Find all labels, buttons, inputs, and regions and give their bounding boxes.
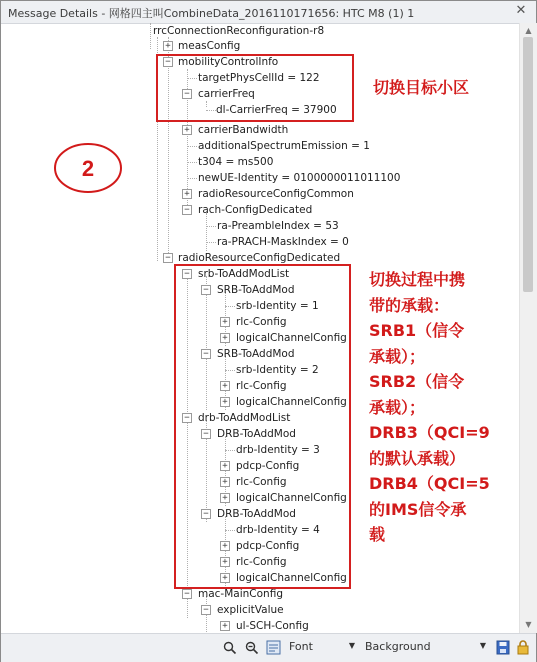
- search-icon[interactable]: [223, 641, 237, 655]
- collapse-mobilitycontrolinfo-icon[interactable]: −: [163, 57, 173, 67]
- annotation-bearer-line: 的默认承载）: [369, 448, 466, 468]
- tree-node-rlcconfig-1[interactable]: rlc-Config: [236, 316, 287, 328]
- tree-node-logicalchannelconfig-1[interactable]: logicalChannelConfig: [236, 332, 347, 344]
- expand-rlcconfig-3-icon[interactable]: +: [220, 477, 230, 487]
- tree-node-rlcconfig-2[interactable]: rlc-Config: [236, 380, 287, 392]
- tree-node-additionalspectrumemission[interactable]: additionalSpectrumEmission = 1: [198, 140, 370, 152]
- collapse-srbtoaddmod-2-icon[interactable]: −: [201, 349, 211, 359]
- tree-node-carrierbandwidth[interactable]: carrierBandwidth: [198, 124, 289, 136]
- expand-rlcconfig-1-icon[interactable]: +: [220, 317, 230, 327]
- collapse-explicitvalue-icon[interactable]: −: [201, 605, 211, 615]
- collapse-srbtoaddmodlist-icon[interactable]: −: [182, 269, 192, 279]
- annotation-bearer-line: 切换过程中携: [369, 270, 466, 289]
- expand-logicalchannelconfig-1-icon[interactable]: +: [220, 333, 230, 343]
- annotation-bearer-line: SRB1（信令: [369, 321, 465, 340]
- tree-node-dlcarrierfreq[interactable]: dl-CarrierFreq = 37900: [216, 104, 337, 116]
- message-tree[interactable]: [1, 23, 519, 633]
- tree-node-measconfig[interactable]: measConfig: [178, 40, 241, 52]
- collapse-radioresourceconfigdedicated-icon[interactable]: −: [163, 253, 173, 263]
- background-label[interactable]: Background: [365, 640, 431, 653]
- annotation-bearer-line: 的IMS信令承: [369, 499, 467, 519]
- background-dropdown-icon[interactable]: ▼: [479, 641, 487, 650]
- expand-logicalchannelconfig-2-icon[interactable]: +: [220, 397, 230, 407]
- tree-node-radioresourceconfigdedicated[interactable]: radioResourceConfigDedicated: [178, 252, 341, 264]
- annotation-bearer-line: 承载）；: [369, 346, 426, 366]
- annotation-bearer-line: 载: [369, 525, 386, 544]
- scroll-up-arrow-icon[interactable]: ▲: [525, 26, 532, 35]
- expand-rlcconfig-4-icon[interactable]: +: [220, 557, 230, 567]
- annotation-bearer-line: DRB4（QCI=5: [369, 474, 490, 493]
- title-bar[interactable]: [1, 1, 536, 24]
- tree-node-mobilitycontrolinfo[interactable]: mobilityControlInfo: [178, 56, 279, 68]
- expand-radioresourceconfigcommon-icon[interactable]: +: [182, 189, 192, 199]
- expand-pdcpconfig-3-icon[interactable]: +: [220, 461, 230, 471]
- tree-node-radioresourceconfigcommon[interactable]: radioResourceConfigCommon: [198, 188, 354, 200]
- zoom-out-icon[interactable]: [245, 641, 259, 655]
- tree-node-drbtoaddmodlist[interactable]: drb-ToAddModList: [198, 412, 291, 424]
- tree-node-srbtoaddmod-2[interactable]: SRB-ToAddMod: [217, 348, 295, 360]
- tree-node-macmainconfig[interactable]: mac-MainConfig: [198, 588, 283, 600]
- tree-node-drbtoaddmod-1[interactable]: DRB-ToAddMod: [217, 428, 296, 440]
- font-dropdown-icon[interactable]: ▼: [348, 641, 356, 650]
- expand-measconfig-icon[interactable]: +: [163, 41, 173, 51]
- text-format-icon[interactable]: [266, 640, 281, 655]
- annotation-bearer-line: DRB3（QCI=9: [369, 423, 490, 442]
- annotation-bearer-line: 带的承载：: [369, 295, 450, 315]
- tree-node-t304[interactable]: t304 = ms500: [198, 156, 274, 168]
- tree-node-srbidentity-1[interactable]: srb-Identity = 1: [236, 300, 319, 312]
- scrollbar-thumb[interactable]: [523, 37, 533, 292]
- highlight-box-bearers: [174, 264, 351, 589]
- expand-ulschconfig-icon[interactable]: +: [220, 621, 230, 631]
- tree-node-root[interactable]: rrcConnectionReconfiguration-r8: [153, 25, 325, 37]
- font-label[interactable]: Font: [289, 640, 313, 653]
- tree-node-ulschconfig[interactable]: ul-SCH-Config: [236, 620, 309, 632]
- expand-logicalchannelconfig-4-icon[interactable]: +: [220, 573, 230, 583]
- tree-node-pdcpconfig-4[interactable]: pdcp-Config: [236, 540, 300, 552]
- annotation-bearer-line: SRB2（信令: [369, 372, 465, 391]
- tree-node-pdcpconfig-3[interactable]: pdcp-Config: [236, 460, 300, 472]
- expand-logicalchannelconfig-3-icon[interactable]: +: [220, 493, 230, 503]
- window-title: Message Details - 网格四主叫CombineData_2016110171656: HTC M8 (1) 1: [8, 7, 415, 20]
- tree-node-srbtoaddmod-1[interactable]: SRB-ToAddMod: [217, 284, 295, 296]
- circle-number-text: 2: [81, 156, 95, 181]
- annotation-handover-target: 切换目标小区: [373, 78, 470, 97]
- circle-number-annotation: [53, 141, 123, 195]
- collapse-rachconfigdedicated-icon[interactable]: −: [182, 205, 192, 215]
- tree-node-targetphyscellid[interactable]: targetPhysCellId = 122: [198, 72, 320, 84]
- footer-toolbar: [1, 633, 536, 662]
- close-icon[interactable]: ✕: [515, 3, 527, 18]
- scroll-down-arrow-icon[interactable]: ▼: [525, 620, 532, 629]
- save-icon[interactable]: [496, 640, 510, 655]
- collapse-drbtoaddmodlist-icon[interactable]: −: [182, 413, 192, 423]
- annotation-bearer-line: 承载）；: [369, 397, 426, 417]
- lock-icon[interactable]: [516, 639, 530, 655]
- expand-rlcconfig-2-icon[interactable]: +: [220, 381, 230, 391]
- tree-node-rachconfigdedicated[interactable]: rach-ConfigDedicated: [198, 204, 313, 216]
- collapse-macmainconfig-icon[interactable]: −: [182, 589, 192, 599]
- tree-node-newueidentity[interactable]: newUE-Identity = 0100000011011100: [198, 172, 401, 184]
- tree-node-carrierfreq[interactable]: carrierFreq: [198, 88, 255, 100]
- collapse-srbtoaddmod-1-icon[interactable]: −: [201, 285, 211, 295]
- tree-node-rapreambleindex[interactable]: ra-PreambleIndex = 53: [217, 220, 339, 232]
- expand-pdcpconfig-4-icon[interactable]: +: [220, 541, 230, 551]
- tree-node-drbtoaddmod-2[interactable]: DRB-ToAddMod: [217, 508, 296, 520]
- tree-node-srbidentity-2[interactable]: srb-Identity = 2: [236, 364, 319, 376]
- tree-node-raprachmaskindex[interactable]: ra-PRACH-MaskIndex = 0: [217, 236, 349, 248]
- vertical-scrollbar[interactable]: [519, 23, 537, 633]
- tree-node-drbidentity-3[interactable]: drb-Identity = 3: [236, 444, 320, 456]
- tree-node-drbidentity-4[interactable]: drb-Identity = 4: [236, 524, 320, 536]
- expand-carrierbandwidth-icon[interactable]: +: [182, 125, 192, 135]
- collapse-drbtoaddmod-2-icon[interactable]: −: [201, 509, 211, 519]
- collapse-carrierfreq-icon[interactable]: −: [182, 89, 192, 99]
- collapse-drbtoaddmod-1-icon[interactable]: −: [201, 429, 211, 439]
- tree-node-explicitvalue[interactable]: explicitValue: [217, 604, 284, 616]
- tree-node-rlcconfig-3[interactable]: rlc-Config: [236, 476, 287, 488]
- tree-node-srbtoaddmodlist[interactable]: srb-ToAddModList: [198, 268, 290, 280]
- tree-node-rlcconfig-4[interactable]: rlc-Config: [236, 556, 287, 568]
- tree-node-logicalchannelconfig-3[interactable]: logicalChannelConfig: [236, 492, 347, 504]
- tree-node-logicalchannelconfig-4[interactable]: logicalChannelConfig: [236, 572, 347, 584]
- tree-node-logicalchannelconfig-2[interactable]: logicalChannelConfig: [236, 396, 347, 408]
- highlight-box-handover-target: [156, 54, 354, 122]
